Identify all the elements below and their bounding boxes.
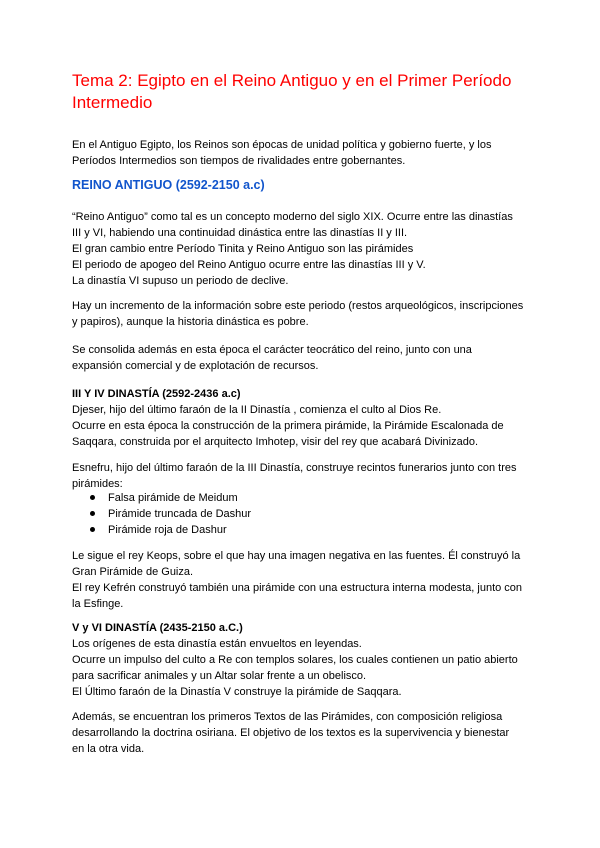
text-line: El periodo de apogeo del Reino Antiguo ocurre entre las dinastías III y V. [72, 259, 426, 271]
paragraph [72, 548, 542, 612]
list-item [72, 490, 251, 506]
text-line: En el Antiguo Egipto, los Reinos son épocas de unidad política y gobierno fuerte, y los [72, 139, 492, 151]
text-line: Esnefru, hijo del último faraón de la III Dinastía, construye recintos funerarios junto con tres [72, 462, 517, 474]
text-line: Gran Pirámide de Guiza. [72, 566, 194, 578]
text-line: Se consolida además en esta época el carácter teocrático del reino, junto con una [72, 344, 472, 356]
bullet-icon [90, 527, 95, 532]
text-line: Ocurre un impulso del culto a Re con templos solares, los cuales contienen un patio abierto [72, 654, 518, 666]
text-line: en la otra vida. [72, 743, 145, 755]
paragraph [72, 709, 542, 757]
paragraph [72, 402, 542, 450]
paragraph [72, 636, 542, 700]
text-line: Períodos Intermedios son tiempos de rivalidades entre gobernantes. [72, 155, 406, 167]
intro-paragraph [72, 137, 542, 169]
text-line: “Reino Antiguo” como tal es un concepto moderno del siglo XIX. Ocurre entre las dinastías [72, 211, 513, 223]
text-line: la Esfinge. [72, 598, 124, 610]
bullet-icon [90, 511, 95, 516]
text-line: Saqqara, construida por el arquitecto Imhotep, visir del rey que acabará Divinizado. [72, 436, 479, 448]
document-title [72, 70, 542, 114]
text-line: III y VI, habiendo una continuidad dinástica entre las dinastías II y III. [72, 227, 408, 239]
text-line: El Último faraón de la Dinastía V construye la pirámide de Saqqara. [72, 686, 402, 698]
pyramids-list [72, 490, 251, 538]
text-line: La dinastía VI supuso un periodo de declive. [72, 275, 289, 287]
list-item [72, 506, 251, 522]
text-line: y papiros), aunque la historia dinástica es pobre. [72, 316, 309, 328]
title-line: Intermedio [72, 93, 153, 112]
section-heading-reino-antiguo: REINO ANTIGUO (2592-2150 a.c) [72, 178, 265, 192]
text-line: para sacrificar animales y un Altar solar frente a un obelisco. [72, 670, 367, 682]
paragraph [72, 460, 542, 492]
text-line: expansión comercial y de explotación de recursos. [72, 360, 319, 372]
list-item-text: Pirámide truncada de Dashur [108, 508, 252, 520]
text-line: pirámides: [72, 478, 123, 490]
section-heading-dinastia-iii-iv: III Y IV DINASTÍA (2592-2436 a.c) [72, 388, 241, 400]
paragraph [72, 298, 542, 330]
bullet-icon [90, 495, 95, 500]
title-line: Tema 2: Egipto en el Reino Antiguo y en el Primer Período [72, 71, 512, 90]
text-line: El rey Kefrén construyó también una pirámide con una estructura interna modesta, junto con [72, 582, 523, 594]
text-line: Le sigue el rey Keops, sobre el que hay una imagen negativa en las fuentes. Él construyó la [72, 550, 521, 562]
text-line: Además, se encuentran los primeros Textos de las Pirámides, con composición religiosa [72, 711, 503, 723]
list-item-text: Pirámide roja de Dashur [108, 524, 227, 536]
paragraph [72, 342, 542, 374]
text-line: Los orígenes de esta dinastía están envueltos en leyendas. [72, 638, 362, 650]
section-heading-dinastia-v-vi: V y VI DINASTÍA (2435-2150 a.C.) [72, 622, 243, 634]
text-line: Ocurre en esta época la construcción de la primera pirámide, la Pirámide Escalonada de [72, 420, 504, 432]
text-line: desarrollando la doctrina osiriana. El objetivo de los textos es la supervivencia y bienestar [72, 727, 510, 739]
list-item-text: Falsa pirámide de Meidum [108, 492, 238, 504]
text-line: Hay un incremento de la información sobre este periodo (restos arqueológicos, inscripciones [72, 300, 524, 312]
text-line: El gran cambio entre Período Tinita y Reino Antiguo son las pirámides [72, 243, 414, 255]
list-item [72, 522, 251, 538]
text-line: Djeser, hijo del último faraón de la II Dinastía , comienza el culto al Dios Re. [72, 404, 442, 416]
paragraph [72, 209, 542, 289]
